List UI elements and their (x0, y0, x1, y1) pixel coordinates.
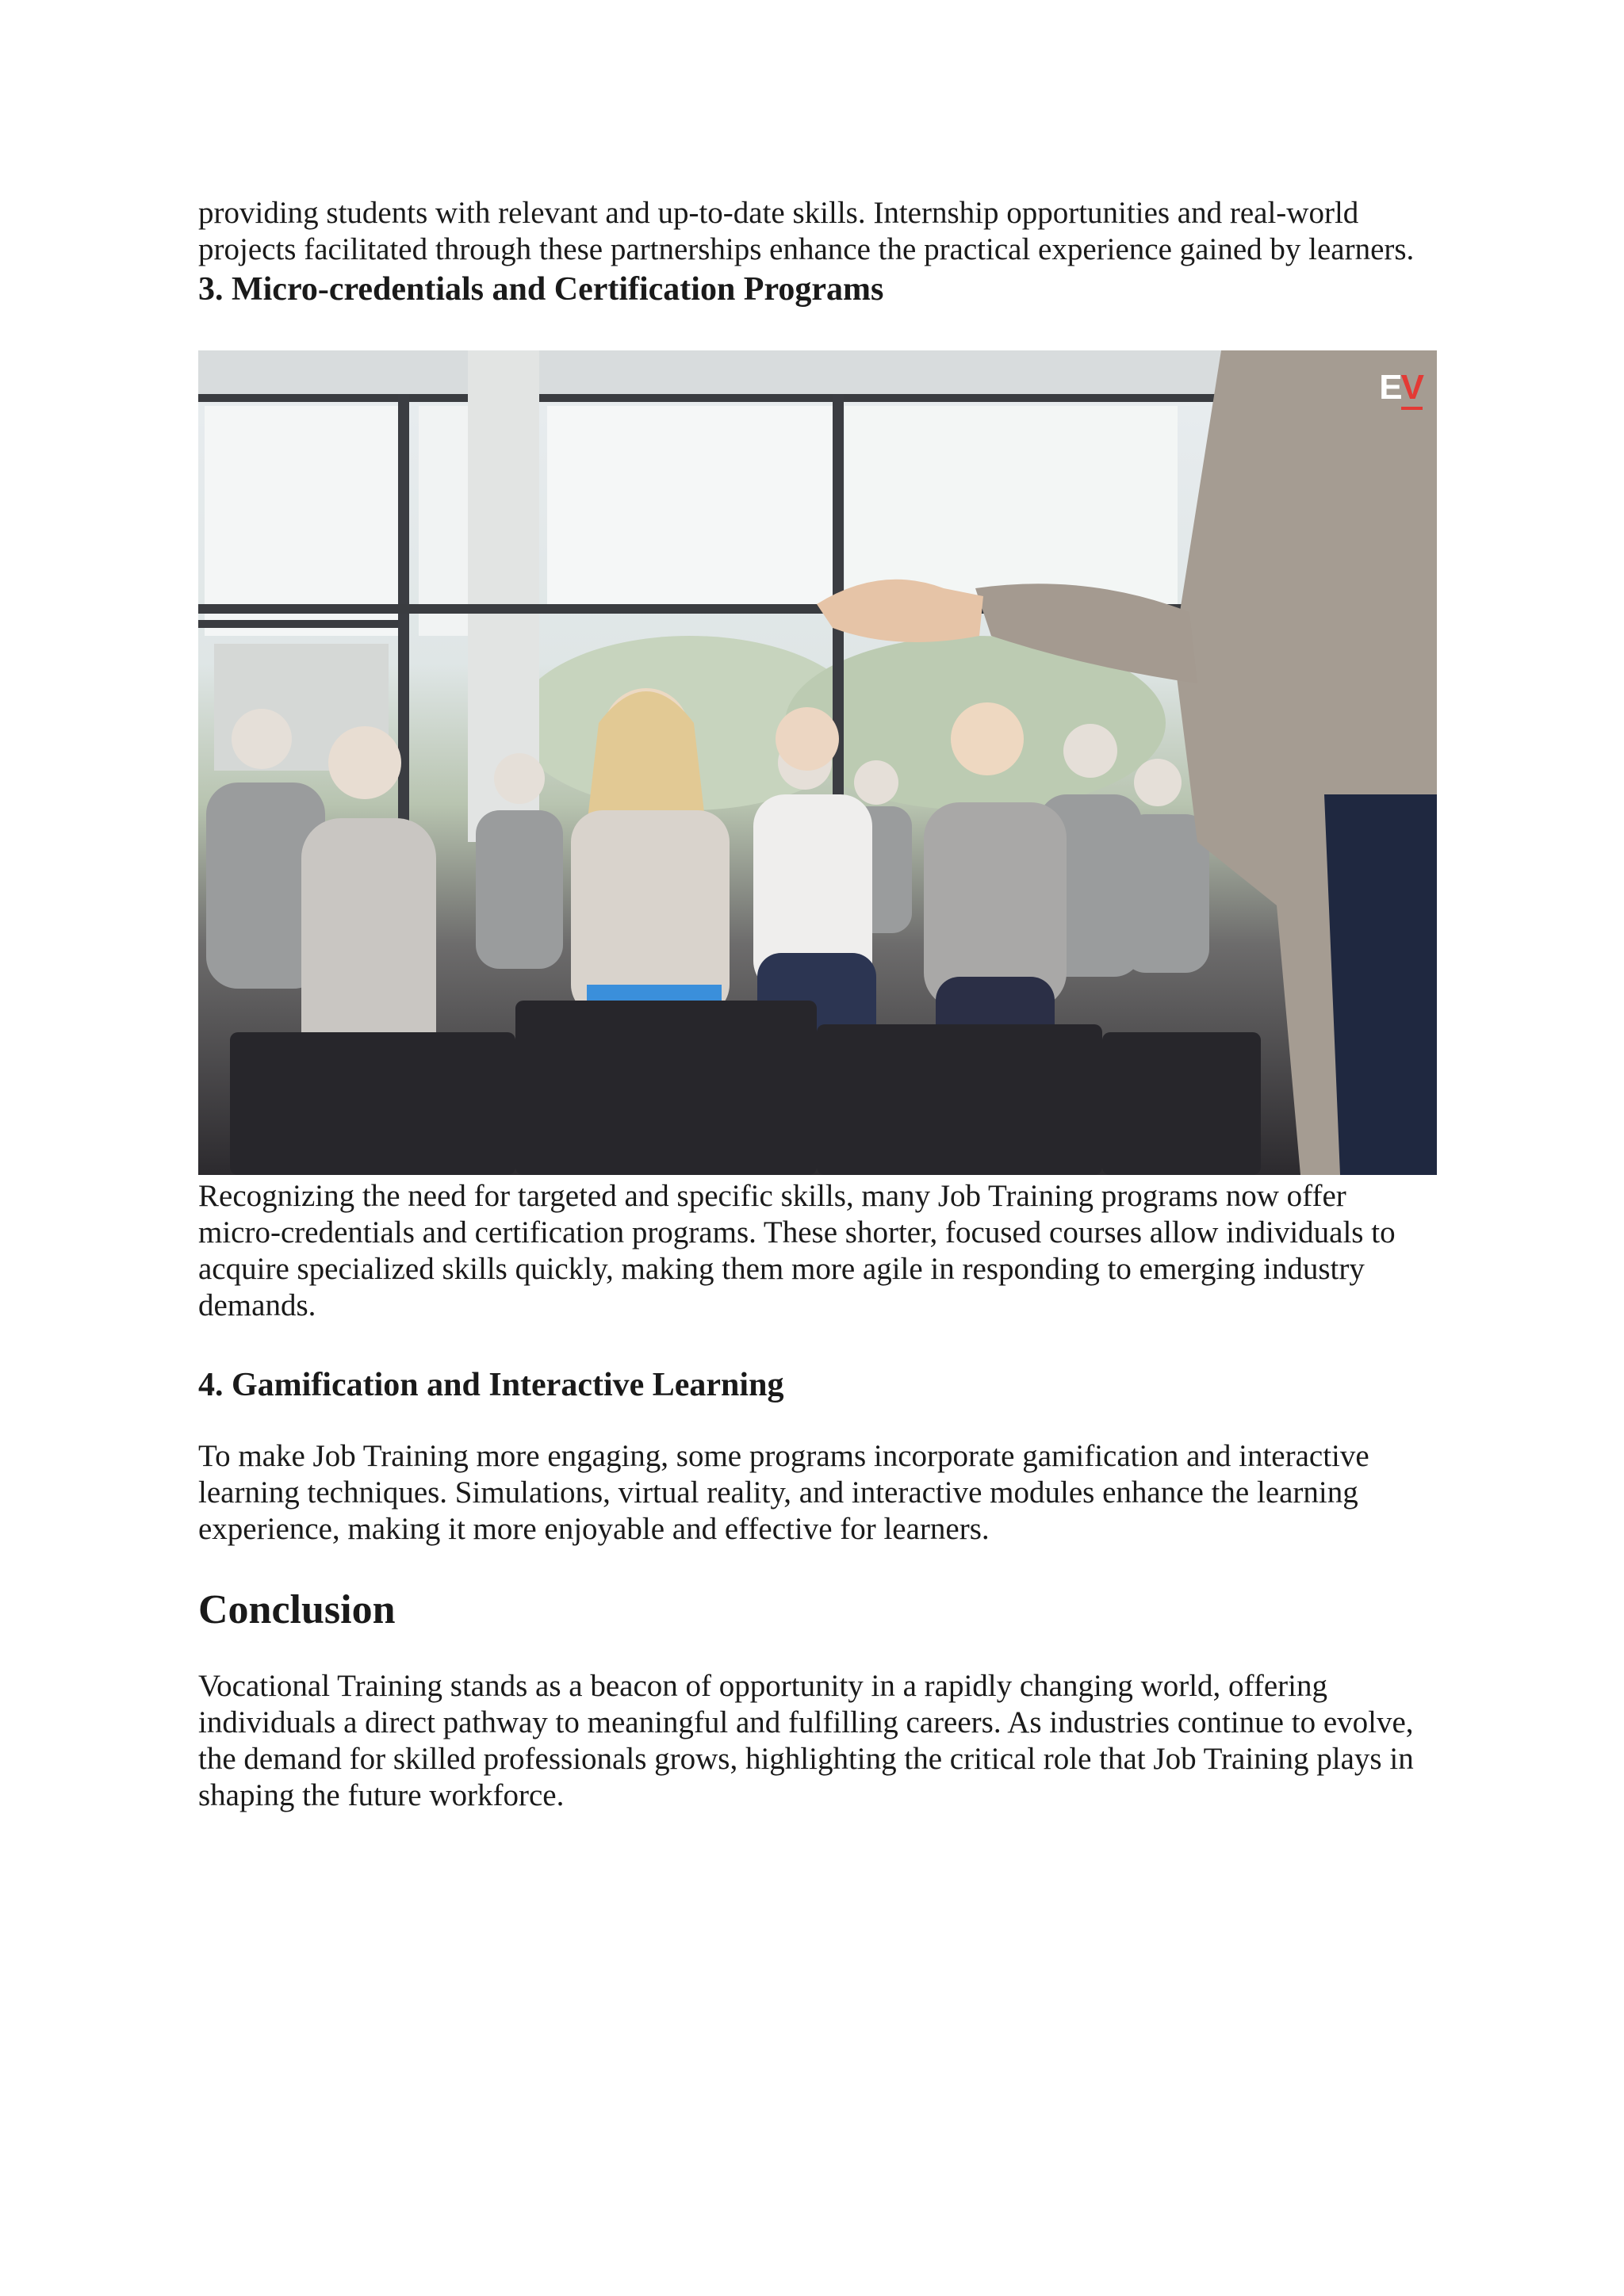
paragraph-conclusion: Vocational Training stands as a beacon of opportunity in a rapidly changing world, offering individuals a direct pathway to meaningful and fulfilling careers. As industries continue to evolve, the demand for skilled professionals grows, highlighting the critical role that Job Training plays in shaping the future workforce. (198, 1669, 1414, 1812)
paragraph-micro-credentials: Recognizing the need for targeted and specific skills, many Job Training programs now offer micro-credentials and certification programs. These shorter, focused courses allow individuals to acquire specialized skills quickly, making them more agile in responding to emerging industry demands. (198, 1179, 1396, 1322)
photo-illustration (198, 350, 1437, 1175)
paragraph-gamification: To make Job Training more engaging, some programs incorporate gamification and interactive learning techniques. Simulations, virtual reality, and interactive modules enhance the learning experience, making it more enjoyable and effective for learners. (198, 1439, 1369, 1546)
heading-gamification: 4. Gamification and Interactive Learning (198, 1367, 784, 1403)
heading-conclusion: Conclusion (198, 1587, 396, 1632)
paragraph-intro: providing students with relevant and up-to-date skills. Internship opportunities and real-world projects facilitated through these partnerships enhance the practical experience gained by learners. (198, 196, 1415, 266)
heading-micro-credentials: 3. Micro-credentials and Certification Programs (198, 271, 884, 308)
brand-logo-text: EV (1379, 368, 1423, 410)
training-session-photo (198, 350, 1437, 1175)
brand-logo (1379, 368, 1423, 408)
document-page (198, 195, 1435, 1814)
